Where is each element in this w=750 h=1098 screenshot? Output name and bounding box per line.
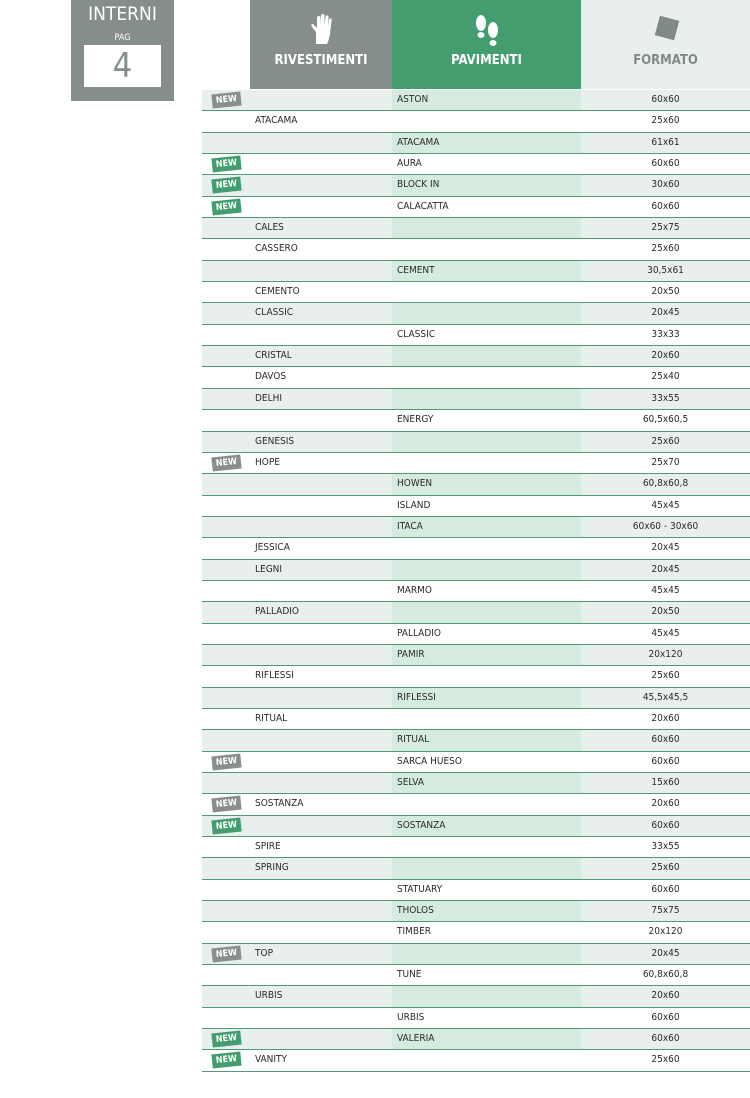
product-table [202, 90, 750, 1072]
formato-value: 20x60 [651, 990, 680, 1002]
rivestimenti-name: GENESIS [255, 435, 295, 447]
formato-value: 25x70 [651, 456, 680, 468]
pavimenti-cell [392, 794, 581, 814]
formato-value: 60x60 [651, 1033, 680, 1045]
table-row [202, 1008, 750, 1029]
table-row [202, 303, 750, 324]
pavimenti-name: ATACAMA [397, 136, 440, 148]
table-row [202, 794, 750, 815]
pavimenti-cell [392, 538, 581, 558]
pavimenti-name: VALERIA [397, 1033, 435, 1045]
pavimenti-name: PAMIR [397, 648, 425, 660]
formato-value: 45x45 [651, 584, 680, 596]
section-title: INTERNI [88, 3, 157, 25]
pavimenti-name: HOWEN [397, 478, 433, 490]
hand-icon [310, 14, 332, 50]
table-row [202, 709, 750, 730]
pavimenti-name: ISLAND [397, 499, 431, 511]
section-badge [71, 0, 174, 101]
page-number: 4 [112, 46, 133, 86]
table-row [202, 837, 750, 858]
pavimenti-cell [392, 303, 581, 323]
formato-value: 20x45 [651, 947, 680, 959]
pavimenti-name: TUNE [397, 969, 422, 981]
pavimenti-name: SOSTANZA [397, 819, 446, 831]
table-row [202, 239, 750, 260]
formato-value: 45,5x45,5 [642, 691, 689, 703]
table-row [202, 346, 750, 367]
table-row [202, 581, 750, 602]
pavimenti-cell [392, 944, 581, 964]
table-row [202, 965, 750, 986]
table-row [202, 666, 750, 687]
pavimenti-name: TIMBER [397, 926, 432, 938]
pavimenti-cell [392, 560, 581, 580]
formato-value: 20x45 [651, 307, 680, 319]
formato-value: 60,8x60,8 [642, 969, 689, 981]
pavimenti-cell [392, 367, 581, 387]
table-row [202, 730, 750, 751]
rivestimenti-name: RIFLESSI [255, 670, 294, 682]
pavimenti-name: THOLOS [397, 905, 434, 917]
table-row [202, 944, 750, 965]
table-row [202, 111, 750, 132]
table-row [202, 1050, 750, 1071]
formato-value: 60x60 - 30x60 [632, 520, 699, 532]
formato-value: 60,8x60,8 [642, 478, 689, 490]
formato-value: 20x120 [648, 926, 683, 938]
table-row [202, 1029, 750, 1050]
table-row [202, 538, 750, 559]
rivestimenti-name: DELHI [255, 392, 283, 404]
rivestimenti-name: CEMENTO [255, 286, 300, 298]
header-formato [581, 0, 750, 89]
pavimenti-cell [392, 453, 581, 473]
pavimenti-name: SELVA [397, 777, 424, 788]
formato-value: 60x60 [651, 734, 680, 746]
header-pavimenti-label: PAVIMENTI [451, 53, 522, 68]
formato-value: 30x60 [651, 179, 680, 191]
pavimenti-name: CLASSIC [397, 328, 436, 340]
formato-value: 33x55 [651, 392, 680, 404]
table-row [202, 901, 750, 922]
pavimenti-cell [392, 666, 581, 686]
table-row [202, 858, 750, 879]
pavimenti-cell [392, 239, 581, 259]
table-row [202, 880, 750, 901]
table-row [202, 367, 750, 388]
page-number-box [84, 45, 161, 87]
formato-value: 25x60 [651, 115, 680, 127]
table-row [202, 175, 750, 196]
pavimenti-cell [392, 218, 581, 238]
table-row [202, 816, 750, 837]
formato-value: 20x50 [651, 286, 680, 298]
formato-value: 25x60 [651, 243, 680, 255]
formato-value: 45x45 [651, 627, 680, 639]
formato-value: 60x60 [651, 883, 680, 895]
table-row [202, 986, 750, 1007]
new-badge: NEW [211, 753, 241, 770]
new-badge: NEW [211, 1052, 241, 1069]
new-badge: NEW [211, 92, 241, 109]
formato-value: 60x60 [651, 819, 680, 831]
table-row [202, 474, 750, 495]
formato-value: 25x60 [651, 1054, 680, 1066]
formato-value: 20x45 [651, 542, 680, 554]
pavimenti-name: ENERGY [397, 414, 434, 426]
formato-value: 25x40 [651, 371, 680, 383]
rivestimenti-name: VANITY [255, 1054, 288, 1066]
table-row [202, 773, 750, 794]
new-badge: NEW [211, 198, 241, 215]
header-pavimenti [392, 0, 581, 89]
rivestimenti-name: SPRING [255, 862, 289, 874]
pavimenti-name: CEMENT [397, 264, 435, 276]
formato-value: 25x60 [651, 862, 680, 874]
formato-value: 25x60 [651, 435, 680, 447]
rivestimenti-name: PALLADIO [255, 606, 299, 618]
table-row [202, 645, 750, 666]
table-row [202, 133, 750, 154]
pavimenti-name: RITUAL [397, 734, 430, 746]
table-row [202, 389, 750, 410]
new-badge: NEW [211, 796, 241, 813]
formato-value: 20x45 [651, 563, 680, 575]
table-row [202, 453, 750, 474]
rivestimenti-name: CASSERO [255, 243, 298, 255]
rivestimenti-name: CRISTAL [255, 350, 292, 362]
pavimenti-name: ASTON [397, 94, 429, 105]
formato-value: 61x61 [651, 136, 680, 148]
pavimenti-cell [392, 837, 581, 857]
table-row [202, 154, 750, 175]
pavimenti-name: BLOCK IN [397, 179, 440, 191]
new-badge: NEW [211, 177, 241, 194]
rivestimenti-name: LEGNI [255, 563, 283, 575]
rivestimenti-name: CLASSIC [255, 307, 294, 319]
table-row [202, 517, 750, 538]
formato-value: 20x60 [651, 712, 680, 724]
pavimenti-cell [392, 346, 581, 366]
pavimenti-name: SARCA HUESO [397, 755, 462, 767]
table-row [202, 197, 750, 218]
new-badge: NEW [211, 156, 241, 173]
rivestimenti-name: ATACAMA [255, 115, 298, 127]
pavimenti-cell [392, 986, 581, 1006]
pavimenti-name: STATUARY [397, 883, 443, 895]
formato-value: 60x60 [651, 94, 680, 105]
formato-value: 33x55 [651, 841, 680, 853]
new-badge: NEW [211, 454, 241, 471]
pavimenti-cell [392, 858, 581, 878]
table-row [202, 90, 750, 111]
rivestimenti-name: SOSTANZA [255, 798, 304, 810]
pavimenti-cell [392, 602, 581, 622]
formato-value: 30,5x61 [647, 264, 684, 276]
formato-value: 25x75 [651, 222, 680, 234]
footprints-icon [473, 14, 501, 54]
table-row [202, 688, 750, 709]
pavimenti-cell [392, 111, 581, 131]
table-row [202, 496, 750, 517]
formato-value: 20x60 [651, 350, 680, 362]
rivestimenti-name: TOP [255, 947, 273, 959]
formato-value: 20x60 [651, 798, 680, 810]
rivestimenti-name: DAVOS [255, 371, 287, 383]
new-badge: NEW [211, 817, 241, 834]
table-row [202, 922, 750, 943]
formato-value: 20x120 [648, 648, 683, 660]
table-row [202, 752, 750, 773]
pavimenti-cell [392, 1050, 581, 1070]
pavimenti-cell [392, 282, 581, 302]
table-row [202, 218, 750, 239]
table-row [202, 624, 750, 645]
table-row [202, 282, 750, 303]
header-rivestimenti [250, 0, 392, 89]
table-row [202, 560, 750, 581]
new-badge: NEW [211, 1031, 241, 1048]
table-row [202, 432, 750, 453]
pavimenti-name: PALLADIO [397, 627, 441, 639]
formato-value: 20x50 [651, 606, 680, 618]
rivestimenti-name: JESSICA [255, 542, 290, 554]
header-formato-label: FORMATO [633, 53, 698, 68]
formato-value: 75x75 [651, 905, 680, 917]
formato-value: 45x45 [651, 499, 680, 511]
page-label: PAG [114, 33, 131, 43]
table-row [202, 410, 750, 431]
rivestimenti-name: URBIS [255, 990, 283, 1002]
table-row [202, 261, 750, 282]
new-badge: NEW [211, 945, 241, 962]
pavimenti-name: CALACATTA [397, 200, 449, 212]
formato-value: 60x60 [651, 200, 680, 212]
pavimenti-name: AURA [397, 158, 422, 170]
table-row [202, 602, 750, 623]
formato-value: 25x60 [651, 670, 680, 682]
formato-value: 60x60 [651, 158, 680, 170]
pavimenti-name: MARMO [397, 584, 433, 596]
formato-value: 60x60 [651, 1011, 680, 1023]
pavimenti-cell [392, 709, 581, 729]
pavimenti-name: RIFLESSI [397, 691, 436, 703]
pavimenti-name: URBIS [397, 1011, 425, 1023]
header-rivestimenti-label: RIVESTIMENTI [274, 53, 368, 68]
pavimenti-name: ITACA [397, 520, 423, 532]
formato-value: 33x33 [651, 328, 680, 340]
formato-value: 60x60 [651, 755, 680, 767]
rivestimenti-name: RITUAL [255, 712, 288, 724]
pavimenti-cell [392, 389, 581, 409]
tile-icon [651, 14, 681, 48]
table-row [202, 325, 750, 346]
rivestimenti-name: CALES [255, 222, 284, 234]
rivestimenti-name: SPIRE [255, 841, 281, 853]
rivestimenti-name: HOPE [255, 456, 280, 468]
formato-value: 60,5x60,5 [642, 414, 689, 426]
formato-value: 15x60 [651, 777, 680, 788]
pavimenti-cell [392, 432, 581, 452]
